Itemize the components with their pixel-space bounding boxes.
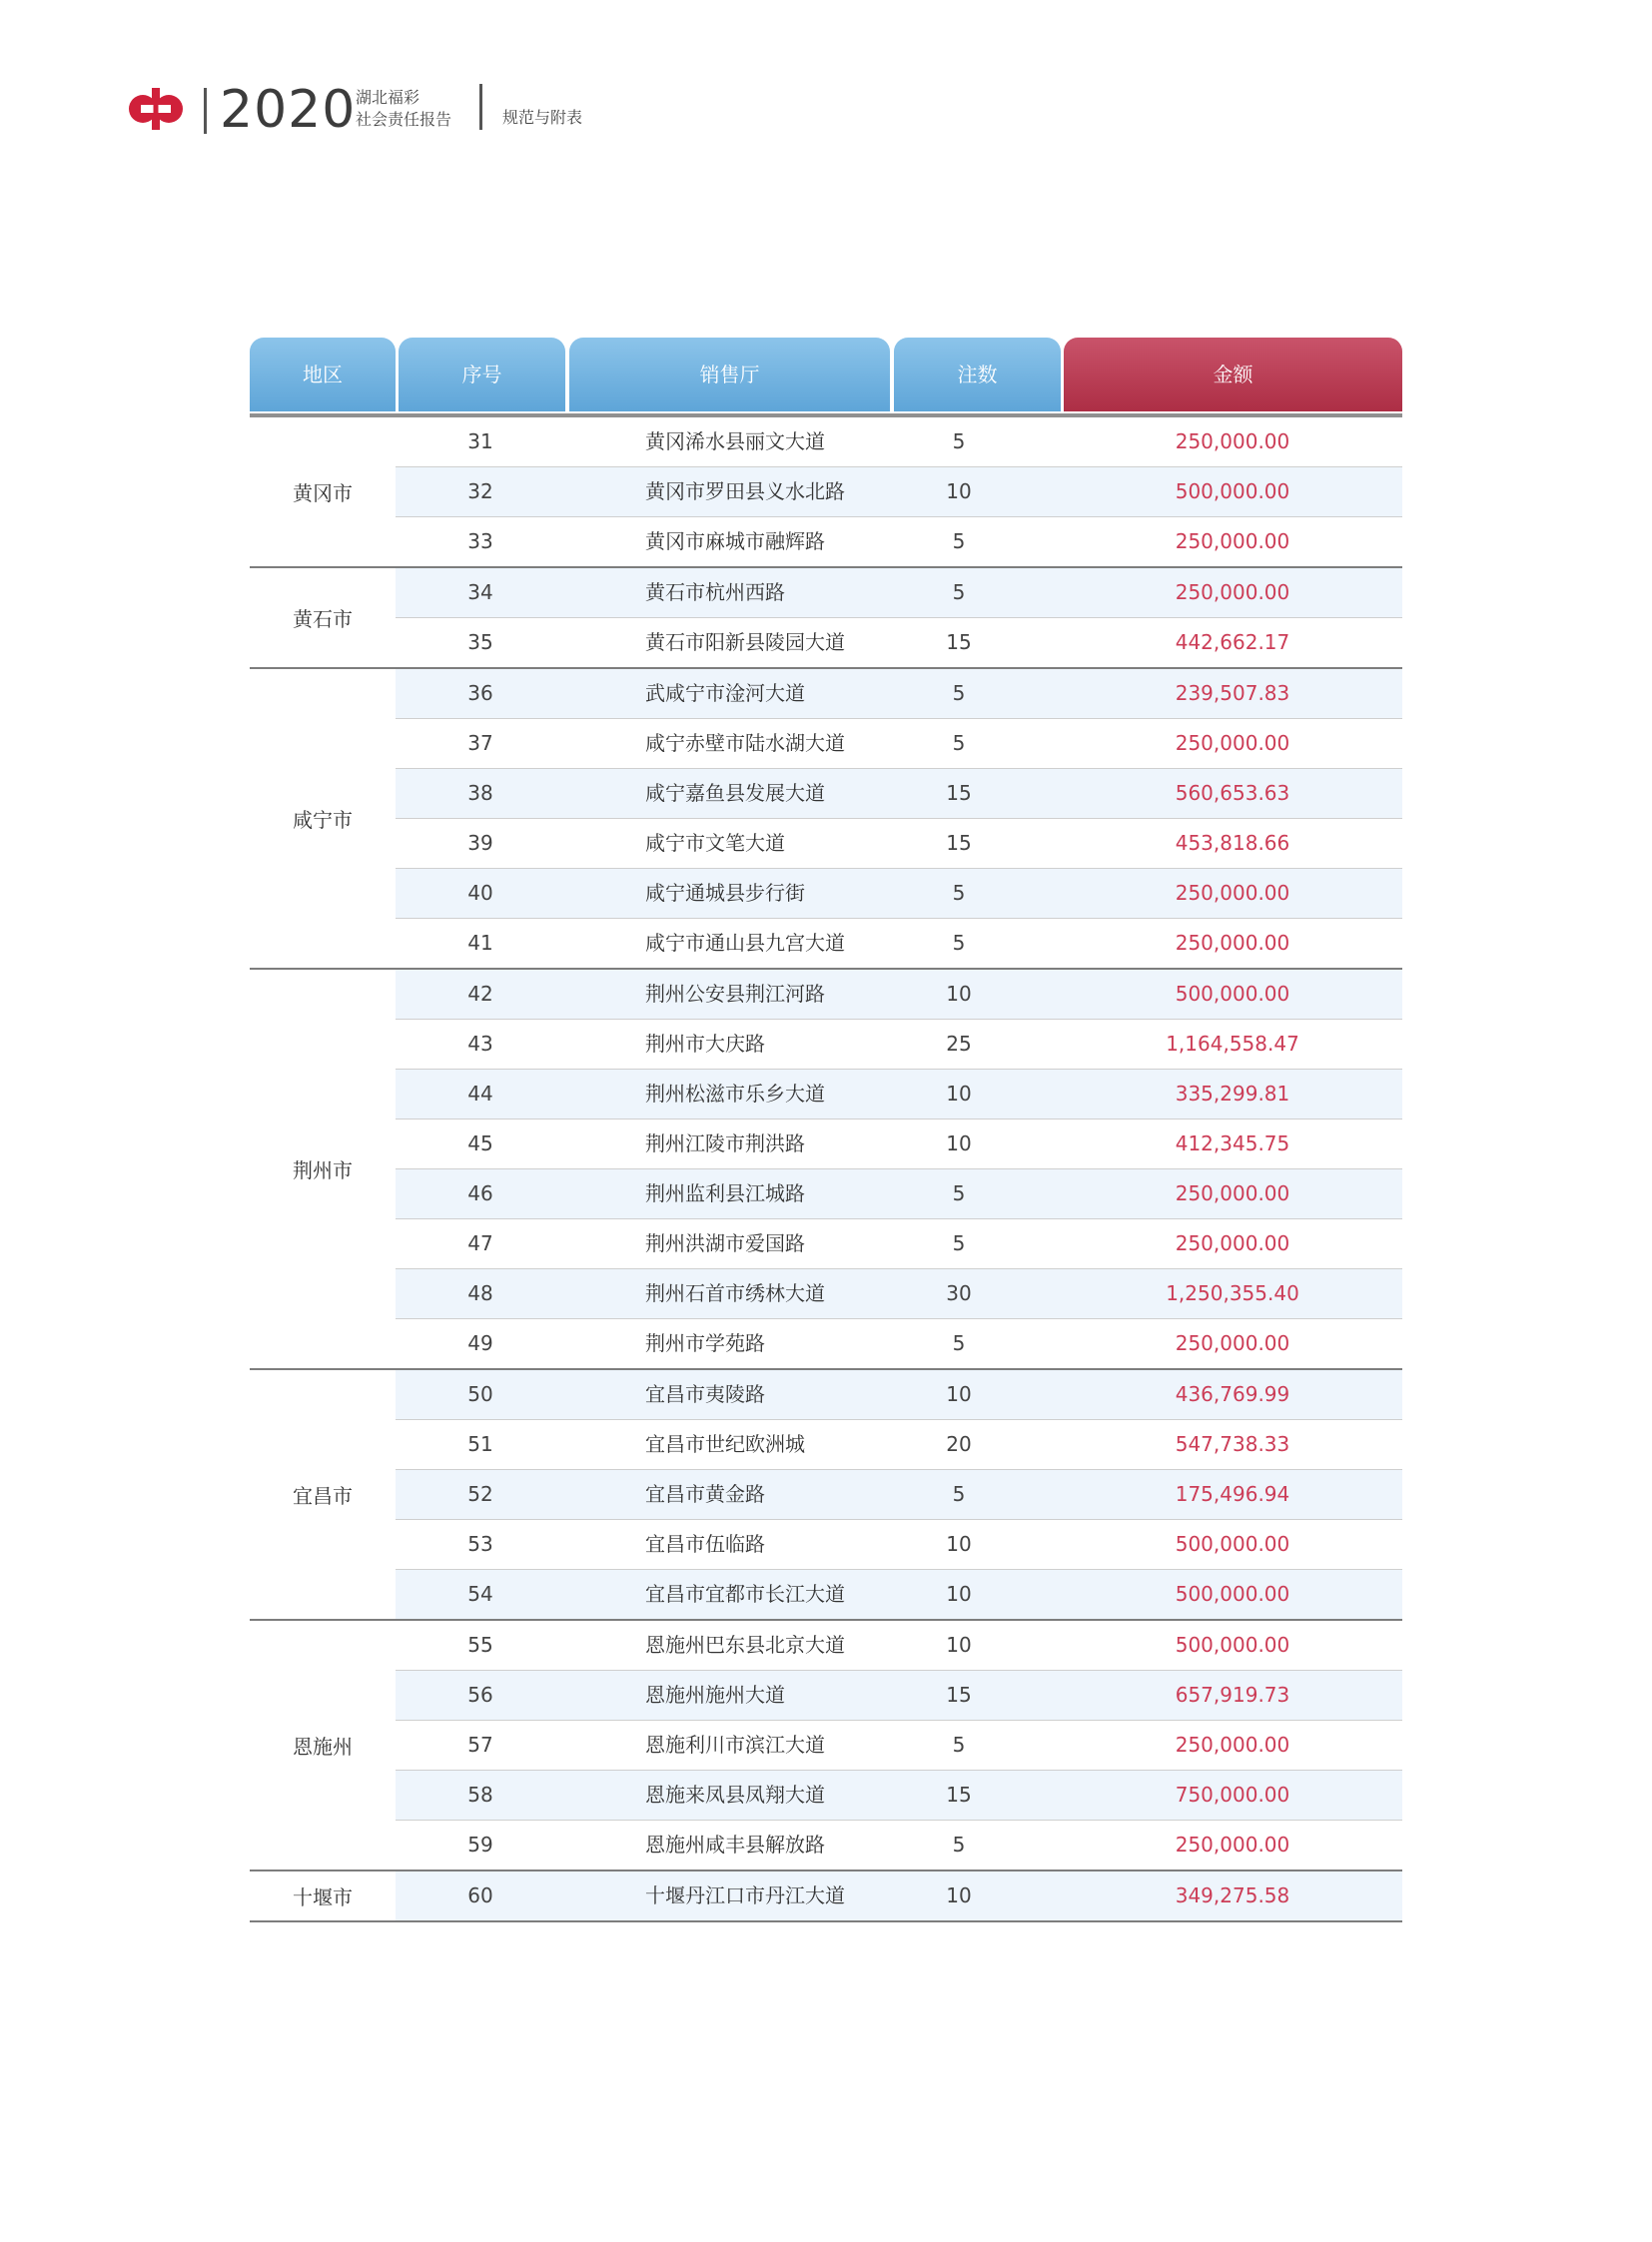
row-shop: 黄冈浠水县丽文大道 [645, 429, 825, 453]
row-number: 46 [467, 1181, 493, 1205]
region-cell: 十堰市 [293, 1885, 353, 1909]
table-body [250, 417, 1402, 1922]
table-row [396, 467, 1402, 517]
header-divider [204, 88, 207, 134]
table-row [396, 1520, 1402, 1570]
row-amount: 1,250,355.40 [1166, 1281, 1299, 1305]
row-number: 42 [467, 982, 493, 1006]
row-shop: 荆州松滋市乐乡大道 [645, 1082, 825, 1106]
region-rows [396, 568, 1402, 667]
row-amount: 750,000.00 [1175, 1783, 1290, 1807]
row-count: 20 [946, 1432, 972, 1456]
row-amount: 657,919.73 [1175, 1683, 1290, 1707]
table-row [396, 1120, 1402, 1169]
row-shop: 荆州石首市绣林大道 [645, 1281, 825, 1305]
region-cell: 咸宁市 [293, 808, 353, 832]
region-rows [396, 970, 1402, 1368]
row-count: 10 [946, 1633, 972, 1657]
row-amount: 175,496.94 [1175, 1482, 1290, 1506]
row-amount: 250,000.00 [1175, 529, 1290, 553]
row-count: 15 [946, 831, 972, 855]
region-cell: 宜昌市 [293, 1484, 353, 1508]
brand-line-2: 社会责任报告 [356, 110, 452, 129]
region-group [250, 1871, 1402, 1922]
row-amount: 349,275.58 [1175, 1883, 1290, 1907]
welfare-lottery-logo-icon [128, 84, 184, 134]
row-number: 47 [467, 1231, 493, 1255]
row-amount: 560,653.63 [1175, 781, 1290, 805]
row-count: 10 [946, 1883, 972, 1907]
row-count: 5 [952, 1231, 966, 1255]
table-row [396, 919, 1402, 968]
row-count: 5 [952, 580, 966, 604]
row-amount: 250,000.00 [1175, 429, 1290, 453]
row-amount: 250,000.00 [1175, 931, 1290, 955]
row-amount: 453,818.66 [1175, 831, 1290, 855]
row-shop: 黄石市阳新县陵园大道 [645, 630, 845, 654]
table-header [250, 338, 1402, 411]
row-number: 31 [467, 429, 493, 453]
row-count: 30 [946, 1281, 972, 1305]
row-amount: 250,000.00 [1175, 881, 1290, 905]
row-number: 43 [467, 1032, 493, 1056]
row-number: 35 [467, 630, 493, 654]
region-rows [396, 1621, 1402, 1869]
row-count: 10 [946, 1131, 972, 1155]
row-count: 5 [952, 681, 966, 705]
row-number: 51 [467, 1432, 493, 1456]
row-amount: 250,000.00 [1175, 1733, 1290, 1757]
table-row [396, 1821, 1402, 1869]
row-count: 10 [946, 1532, 972, 1556]
row-number: 50 [467, 1382, 493, 1406]
region-rows [396, 1871, 1402, 1920]
row-shop: 荆州监利县江城路 [645, 1181, 805, 1205]
table-row [396, 970, 1402, 1020]
region-cell: 恩施州 [293, 1735, 353, 1759]
table-row [396, 869, 1402, 919]
row-count: 15 [946, 630, 972, 654]
header-amount: 金额 [1064, 338, 1402, 411]
row-count: 5 [952, 1733, 966, 1757]
row-number: 45 [467, 1131, 493, 1155]
row-number: 33 [467, 529, 493, 553]
table-row [396, 1070, 1402, 1120]
row-count: 5 [952, 529, 966, 553]
row-shop: 宜昌市世纪欧洲城 [645, 1432, 805, 1456]
table-row [396, 417, 1402, 467]
table-row [396, 1570, 1402, 1619]
table-row [396, 517, 1402, 566]
row-amount: 335,299.81 [1175, 1082, 1290, 1106]
row-amount: 250,000.00 [1175, 1833, 1290, 1857]
row-amount: 250,000.00 [1175, 1331, 1290, 1355]
row-count: 5 [952, 931, 966, 955]
row-count: 5 [952, 881, 966, 905]
table-row [396, 1470, 1402, 1520]
row-number: 34 [467, 580, 493, 604]
row-shop: 咸宁市通山县九宫大道 [645, 931, 845, 955]
row-number: 41 [467, 931, 493, 955]
row-amount: 500,000.00 [1175, 479, 1290, 503]
row-count: 10 [946, 1582, 972, 1606]
row-count: 5 [952, 1482, 966, 1506]
row-count: 5 [952, 429, 966, 453]
row-number: 55 [467, 1633, 493, 1657]
row-amount: 500,000.00 [1175, 982, 1290, 1006]
row-number: 48 [467, 1281, 493, 1305]
row-shop: 恩施州巴东县北京大道 [645, 1633, 845, 1657]
row-amount: 547,738.33 [1175, 1432, 1290, 1456]
header-divider [479, 84, 482, 130]
row-shop: 恩施利川市滨江大道 [645, 1733, 825, 1757]
row-number: 59 [467, 1833, 493, 1857]
row-shop: 恩施州咸丰县解放路 [645, 1833, 825, 1857]
row-count: 15 [946, 1683, 972, 1707]
row-count: 10 [946, 982, 972, 1006]
row-shop: 荆州市学苑路 [645, 1331, 765, 1355]
row-shop: 荆州市大庆路 [645, 1032, 765, 1056]
row-number: 37 [467, 731, 493, 755]
region-rows [396, 1370, 1402, 1619]
row-number: 38 [467, 781, 493, 805]
region-rows [396, 417, 1402, 566]
prize-table [250, 338, 1402, 1922]
row-shop: 咸宁嘉鱼县发展大道 [645, 781, 825, 805]
table-row [396, 719, 1402, 769]
row-amount: 250,000.00 [1175, 1231, 1290, 1255]
row-amount: 500,000.00 [1175, 1582, 1290, 1606]
row-shop: 武咸宁市淦河大道 [645, 681, 805, 705]
row-shop: 十堰丹江口市丹江大道 [645, 1883, 845, 1907]
row-count: 5 [952, 1331, 966, 1355]
region-cell: 黄冈市 [293, 481, 353, 505]
region-group [250, 669, 1402, 970]
row-shop: 荆州洪湖市爱国路 [645, 1231, 805, 1255]
row-amount: 500,000.00 [1175, 1532, 1290, 1556]
row-shop: 荆州江陵市荆洪路 [645, 1131, 805, 1155]
row-count: 10 [946, 1082, 972, 1106]
region-group [250, 1621, 1402, 1871]
row-number: 53 [467, 1532, 493, 1556]
row-amount: 250,000.00 [1175, 1181, 1290, 1205]
row-amount: 442,662.17 [1175, 630, 1290, 654]
region-group [250, 417, 1402, 568]
row-amount: 436,769.99 [1175, 1382, 1290, 1406]
section-title: 规范与附表 [502, 108, 583, 127]
row-count: 15 [946, 1783, 972, 1807]
row-amount: 1,164,558.47 [1166, 1032, 1299, 1056]
table-row [396, 1269, 1402, 1319]
row-number: 52 [467, 1482, 493, 1506]
table-row [396, 1219, 1402, 1269]
row-number: 49 [467, 1331, 493, 1355]
table-row [396, 1721, 1402, 1771]
row-shop: 黄冈市罗田县义水北路 [645, 479, 845, 503]
region-cell: 荆州市 [293, 1158, 353, 1182]
row-count: 5 [952, 731, 966, 755]
table-row [396, 769, 1402, 819]
table-row [396, 819, 1402, 869]
row-shop: 荆州公安县荆江河路 [645, 982, 825, 1006]
report-year: 2020 [220, 80, 357, 140]
row-number: 36 [467, 681, 493, 705]
row-number: 44 [467, 1082, 493, 1106]
table-row [396, 1020, 1402, 1070]
row-amount: 250,000.00 [1175, 580, 1290, 604]
row-number: 60 [467, 1883, 493, 1907]
header-number: 序号 [399, 338, 565, 411]
row-shop: 咸宁市文笔大道 [645, 831, 785, 855]
header-shop: 销售厅 [569, 338, 890, 411]
region-rows [396, 669, 1402, 968]
table-row [396, 1871, 1402, 1920]
row-amount: 500,000.00 [1175, 1633, 1290, 1657]
row-number: 58 [467, 1783, 493, 1807]
row-shop: 恩施来凤县凤翔大道 [645, 1783, 825, 1807]
table-row [396, 568, 1402, 618]
region-cell: 黄石市 [293, 607, 353, 631]
row-amount: 250,000.00 [1175, 731, 1290, 755]
row-shop: 咸宁通城县步行街 [645, 881, 805, 905]
row-shop: 宜昌市夷陵路 [645, 1382, 765, 1406]
row-count: 5 [952, 1833, 966, 1857]
row-number: 39 [467, 831, 493, 855]
row-count: 25 [946, 1032, 972, 1056]
row-number: 56 [467, 1683, 493, 1707]
row-amount: 412,345.75 [1175, 1131, 1290, 1155]
region-group [250, 1370, 1402, 1621]
row-number: 40 [467, 881, 493, 905]
table-row [396, 618, 1402, 667]
table-row [396, 1169, 1402, 1219]
table-row [396, 1621, 1402, 1671]
row-number: 57 [467, 1733, 493, 1757]
row-count: 10 [946, 479, 972, 503]
row-shop: 恩施州施州大道 [645, 1683, 785, 1707]
row-shop: 宜昌市黄金路 [645, 1482, 765, 1506]
row-shop: 宜昌市宜都市长江大道 [645, 1582, 845, 1606]
row-count: 15 [946, 781, 972, 805]
header-count: 注数 [894, 338, 1061, 411]
table-row [396, 1319, 1402, 1368]
region-group [250, 568, 1402, 669]
row-number: 54 [467, 1582, 493, 1606]
brand-line-1: 湖北福彩 [356, 88, 420, 107]
row-shop: 黄石市杭州西路 [645, 580, 785, 604]
row-shop: 宜昌市伍临路 [645, 1532, 765, 1556]
table-row [396, 1370, 1402, 1420]
row-shop: 黄冈市麻城市融辉路 [645, 529, 825, 553]
row-number: 32 [467, 479, 493, 503]
row-shop: 咸宁赤壁市陆水湖大道 [645, 731, 845, 755]
row-count: 5 [952, 1181, 966, 1205]
table-row [396, 1671, 1402, 1721]
row-amount: 239,507.83 [1175, 681, 1290, 705]
row-count: 10 [946, 1382, 972, 1406]
region-group [250, 970, 1402, 1370]
header-region: 地区 [250, 338, 396, 411]
table-row [396, 1420, 1402, 1470]
table-row [396, 669, 1402, 719]
table-row [396, 1771, 1402, 1821]
